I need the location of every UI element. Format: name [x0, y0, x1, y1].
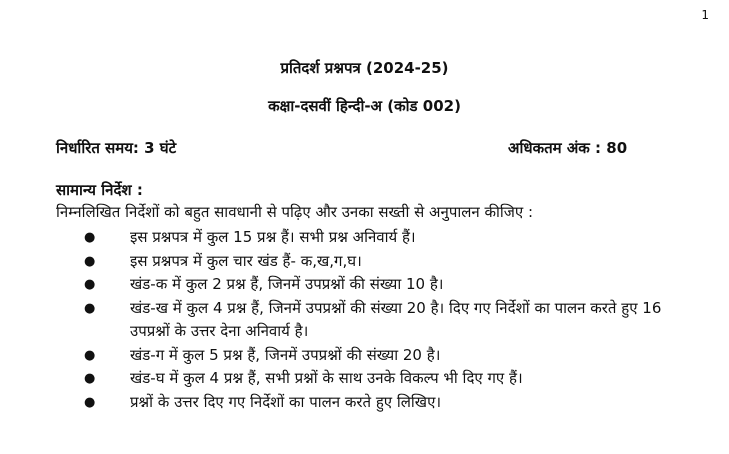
- bullet-icon: ●: [84, 230, 96, 245]
- instruction-list: [0, 226, 729, 414]
- bullet-icon: ●: [84, 300, 96, 316]
- max-marks: अधिकतम अंक : 80: [508, 139, 628, 157]
- list-item: [0, 297, 729, 344]
- page-number: 1: [701, 8, 709, 22]
- instruction-text: प्रश्नों के उत्तर दिए गए निर्देशों का पालन करते हुए लिखिए।: [130, 392, 442, 411]
- paper-title: प्रतिदर्श प्रश्नपत्र (2024-25): [280, 59, 449, 77]
- bullet-icon: ●: [84, 347, 96, 363]
- instruction-text: खंड-क में कुल 2 प्रश्न हैं, जिनमें उपप्रश्नों की संख्या 10 है।: [130, 275, 444, 293]
- instructions-intro: निम्नलिखित निर्देशों को बहुत सावधानी से पढ़िए और उनका सख्ती से अनुपालन कीजिए :: [56, 203, 534, 221]
- instruction-text: खंड-घ में कुल 4 प्रश्न हैं, सभी प्रश्नों के साथ उनके विकल्प भी दिए गए हैं।: [130, 369, 523, 387]
- bullet-icon: ●: [84, 277, 96, 292]
- time-allowed: निर्धारित समय: 3 घंटे: [56, 139, 177, 157]
- instruction-text: खंड-ग में कुल 5 प्रश्न हैं, जिनमें उपप्रश्नों की संख्या 20 है।: [130, 345, 441, 364]
- list-item: [0, 250, 729, 274]
- bullet-icon: ●: [84, 253, 96, 269]
- instruction-text: इस प्रश्नपत्र में कुल 15 प्रश्न हैं। सभी प्रश्न अनिवार्य हैं।: [130, 228, 416, 246]
- list-item: [0, 391, 729, 415]
- list-item: [0, 344, 729, 368]
- instructions-heading: सामान्य निर्देश :: [56, 181, 143, 199]
- instruction-text: खंड-ख में कुल 4 प्रश्न हैं, जिनमें उपप्रश्नों की संख्या 20 है। दिए गए निर्देशों का पालन करते हुए 16 उपप्रश्नों के उत्तर देना अनिवार्य है।: [130, 298, 662, 340]
- list-item: [0, 226, 729, 250]
- instruction-text: इस प्रश्नपत्र में कुल चार खंड हैं- क,ख,ग,घ।: [130, 251, 362, 270]
- bullet-icon: ●: [84, 371, 96, 386]
- paper-subtitle: कक्षा-दसवीं हिन्दी-अ (कोड 002): [268, 97, 461, 115]
- bullet-icon: ●: [84, 394, 96, 410]
- list-item: [0, 367, 729, 391]
- list-item: [0, 273, 729, 297]
